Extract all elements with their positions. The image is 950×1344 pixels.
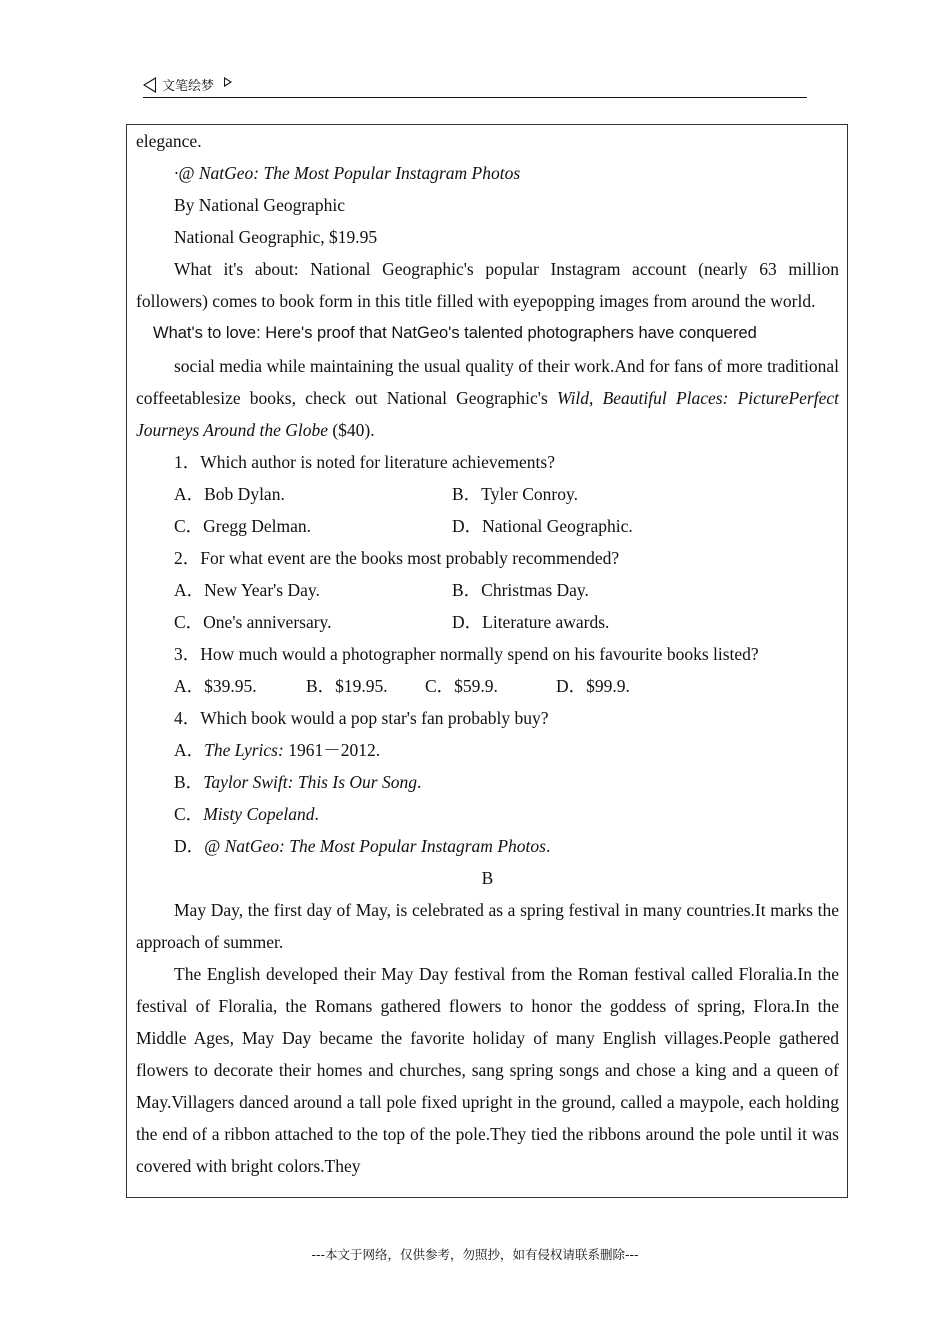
footer-note: ---本文于网络，仅供参考，勿照抄，如有侵权请联系删除--- — [311, 1247, 639, 1262]
q1-option-a: A．Bob Dylan. — [174, 484, 285, 504]
passage-b-paragraph-2: The English developed their May Day festival from the Roman festival called Floralia.In the festival of Floralia, the Romans gathered flowers to honor the goddess of spring, Flora.In the Middle Ages, May Day became the favorite holiday of many English villages.People gathered flowers to decorate their homes and churches, sang spring songs and chose a king and a queen of May.Villagers danced around a tall pole fixed upright in the ground, called a maypole, each holding the end of a ribbon attached to the top of the pole.They tied the ribbons around the pole until it was covered with bright colors.They — [136, 964, 839, 1176]
right-triangle-icon — [224, 77, 232, 87]
passage-b-paragraph-1: May Day, the first day of May, is celebrated as a spring festival in many countries.It marks the approach of summer. — [136, 900, 839, 952]
q1-option-d: D．National Geographic. — [452, 516, 633, 536]
book-love-continued: social media while maintaining the usual quality of their work.And for fans of more traditional coffeetablesize books, check out National Geographic's Wild, Beautiful Places: PicturePerfect Journeys Around the Globe ($40). — [136, 356, 839, 440]
q3-option-d: D．$99.9. — [556, 676, 630, 696]
q1-option-c: C．Gregg Delman. — [174, 516, 312, 536]
question-1-options-ab — [136, 478, 839, 510]
q3-option-b: B．$19.95. — [306, 676, 388, 696]
passage-a-tail: elegance. — [136, 131, 202, 151]
page-header — [143, 72, 807, 98]
q4-option-d: D．@ NatGeo: The Most Popular Instagram Photos. — [174, 836, 551, 856]
q4-option-c: C．Misty Copeland. — [174, 804, 319, 824]
question-1-stem: 1．Which author is noted for literature achievements? — [174, 452, 555, 472]
content-frame — [126, 124, 848, 1198]
document-body — [136, 125, 839, 1182]
question-3-stem: 3．How much would a photographer normally spend on his favourite books listed? — [174, 644, 759, 664]
q4-option-b: B．Taylor Swift: This Is Our Song. — [174, 772, 422, 792]
left-triangle-icon — [143, 77, 156, 93]
book-author: By National Geographic — [174, 195, 346, 215]
q2-option-b: B．Christmas Day. — [452, 580, 589, 600]
header-brand — [143, 75, 232, 94]
q3-option-a: A．$39.95. — [174, 676, 257, 696]
question-1-options-cd — [136, 510, 839, 542]
q2-option-d: D．Literature awards. — [452, 612, 610, 632]
question-2-options-ab — [136, 574, 839, 606]
q3-option-c: C．$59.9. — [425, 676, 498, 696]
question-3-options — [136, 670, 839, 702]
book-love-line: What's to love: Here's proof that NatGeo's talented photographers have conquered — [153, 324, 757, 342]
q2-option-c: C．One's anniversary. — [174, 612, 332, 632]
book-about: What it's about: National Geographic's popular Instagram account (nearly 63 million followers) comes to book form in this title filled with eyepopping images from around the world. — [136, 259, 839, 311]
book-title: ·@ NatGeo: The Most Popular Instagram Photos — [174, 163, 521, 183]
question-2-options-cd — [136, 606, 839, 638]
passage-b-heading: B — [481, 868, 494, 888]
book-publisher-price: National Geographic, $19.95 — [174, 227, 378, 247]
brand-text: 文笔绘梦 — [162, 79, 215, 94]
q1-option-b: B．Tyler Conroy. — [452, 484, 578, 504]
header-rule — [143, 97, 807, 98]
q2-option-a: A．New Year's Day. — [174, 580, 320, 600]
question-4-stem: 4．Which book would a pop star's fan probably buy? — [174, 708, 549, 728]
question-2-stem: 2．For what event are the books most probably recommended? — [174, 548, 620, 568]
q4-option-a: A．The Lyrics: 1961－2012. — [174, 740, 381, 760]
